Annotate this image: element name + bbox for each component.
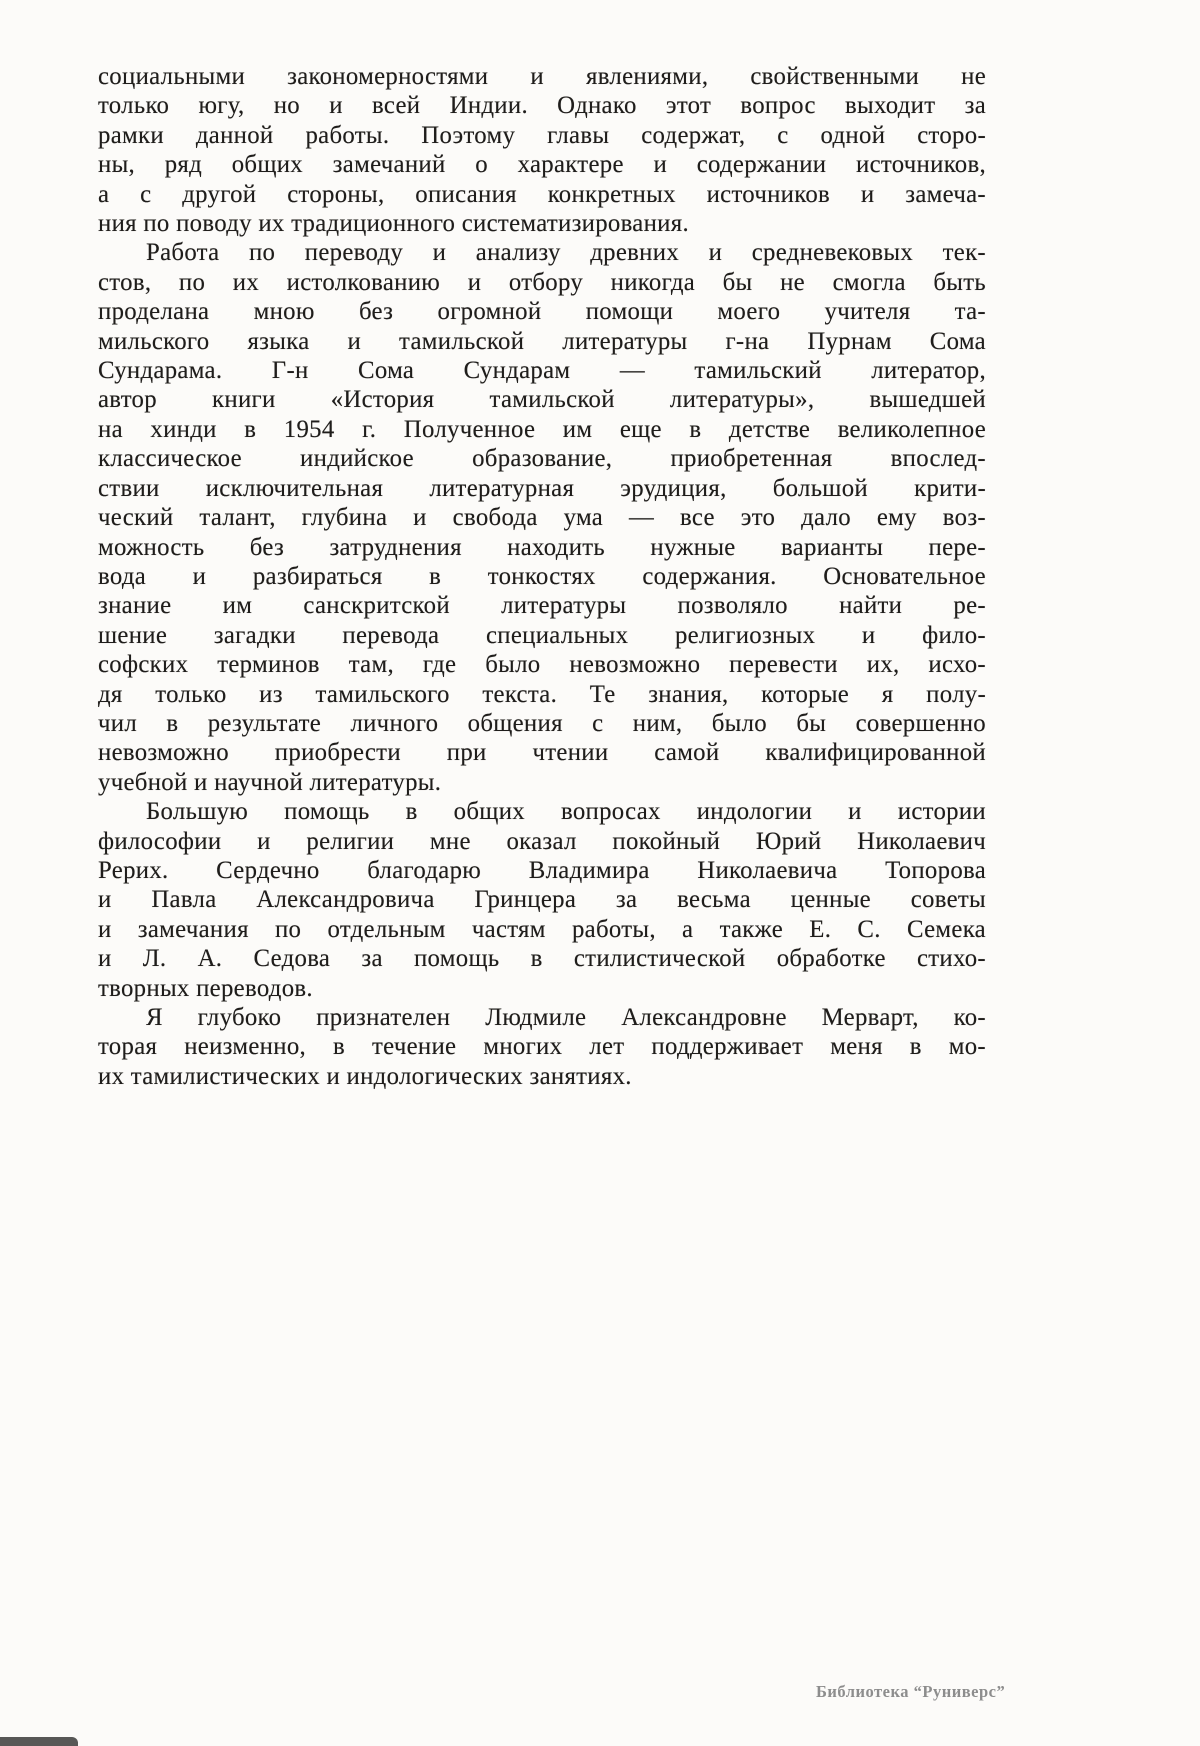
- text-line: дя только из тамильского текста. Те знания, которые я полу-: [98, 680, 986, 708]
- text-line: ствии исключительная литературная эрудиция, большой крити-: [98, 474, 986, 502]
- text-line: философии и религии мне оказал покойный Юрий Николаевич: [98, 827, 986, 855]
- text-line: Сундарама. Г-н Сома Сундарам — тамильский литератор,: [98, 357, 986, 385]
- text-line: учебной и научной литературы.: [98, 768, 442, 796]
- text-line: Рерих. Сердечно благодарю Владимира Николаевича Топорова: [98, 856, 986, 884]
- text-line: ны, ряд общих замечаний о характере и содержании источников,: [98, 151, 986, 179]
- library-watermark: Библиотека “Руниверс”: [816, 1682, 1006, 1701]
- text-line: проделана мною без огромной помощи моего учителя та-: [98, 298, 986, 326]
- text-line: классическое индийское образование, приобретенная впослед-: [98, 445, 986, 473]
- text-block: [98, 62, 986, 1091]
- text-line: Я глубоко признателен Людмиле Александровне Мерварт, ко-: [146, 1004, 986, 1031]
- text-line: ческий талант, глубина и свобода ума — все это дало ему воз-: [98, 504, 986, 532]
- text-line: ния по поводу их традиционного систематизирования.: [98, 210, 689, 238]
- text-line: софских терминов там, где было невозможно перевести их, исхо-: [98, 651, 986, 679]
- text-line: на хинди в 1954 г. Полученное им еще в детстве великолепное: [98, 415, 986, 443]
- text-line: Работа по переводу и анализу древних и средневековых тек-: [146, 239, 986, 267]
- text-line: а с другой стороны, описания конкретных источников и замеча-: [98, 180, 986, 208]
- text-line: невозможно приобрести при чтении самой квалифицированной: [98, 739, 986, 767]
- text-line: их тамилистических и индологических занятиях.: [98, 1062, 632, 1090]
- text-line: стов, по их истолкованию и отбору никогда бы не смогла быть: [98, 268, 986, 296]
- text-line: социальными закономерностями и явлениями, свойственными не: [98, 63, 986, 90]
- text-line: рамки данной работы. Поэтому главы содержат, с одной сторо-: [98, 121, 986, 149]
- text-line: можность без затруднения находить нужные варианты пере-: [98, 533, 986, 561]
- scan-edge-artifact: [0, 1737, 78, 1746]
- text-line: и Павла Александровича Гринцера за весьма ценные советы: [98, 886, 986, 914]
- text-line: шение загадки перевода специальных религиозных и фило-: [98, 621, 986, 649]
- text-line: чил в результате личного общения с ним, было бы совершенно: [98, 709, 986, 737]
- text-line: мильского языка и тамильской литературы г-на Пурнам Сома: [98, 327, 986, 355]
- text-line: вода и разбираться в тонкостях содержания. Основательное: [98, 562, 986, 590]
- text-line: и замечания по отдельным частям работы, а также Е. С. Семека: [98, 915, 986, 943]
- text-line: знание им санскритской литературы позволяло найти ре-: [98, 592, 986, 620]
- text-line: творных переводов.: [98, 974, 313, 1002]
- text-line: автор книги «История тамильской литературы», вышедшей: [98, 386, 986, 414]
- text-line: и Л. А. Седова за помощь в стилистической обработке стихо-: [98, 945, 986, 973]
- text-line: Большую помощь в общих вопросах индологии и истории: [146, 798, 986, 826]
- text-line: торая неизменно, в течение многих лет поддерживает меня в мо-: [98, 1033, 986, 1061]
- text-line: только югу, но и всей Индии. Однако этот вопрос выходит за: [98, 92, 986, 120]
